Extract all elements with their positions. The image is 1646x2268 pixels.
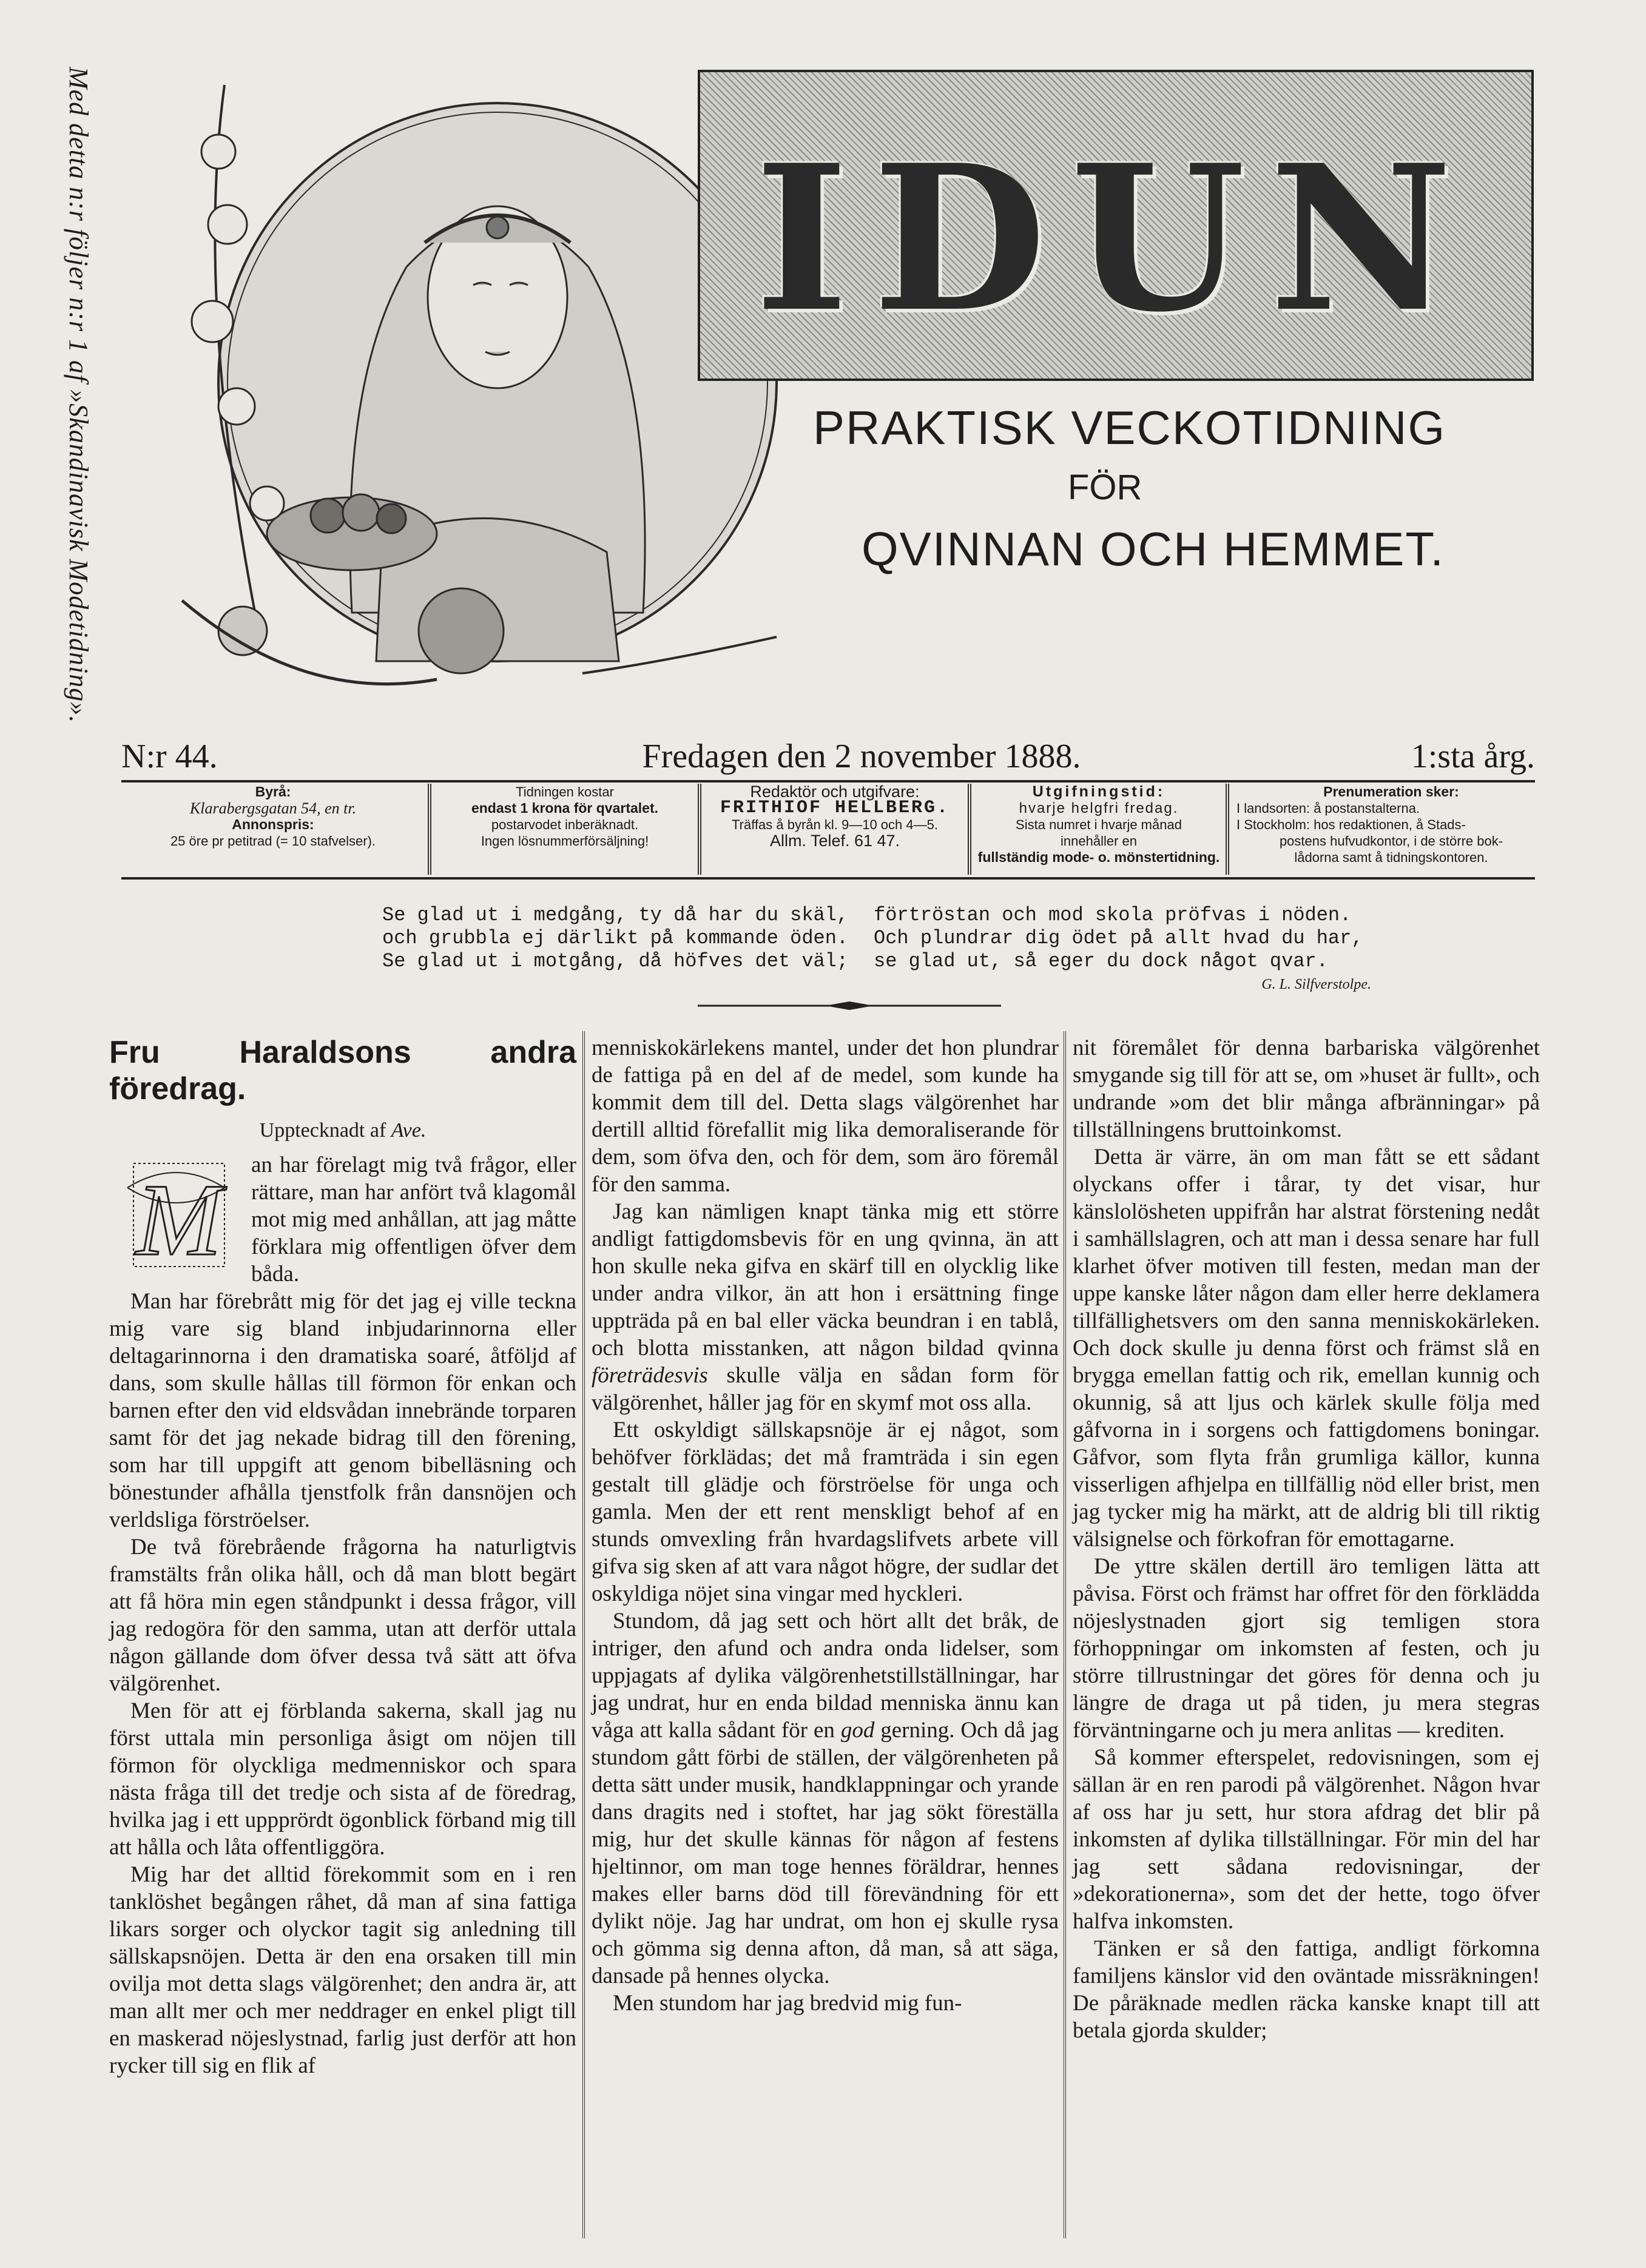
info-box-office (121, 784, 425, 875)
masthead-title: IDUN (755, 121, 1477, 356)
emphasis: företrädesvis (592, 1363, 708, 1388)
info-box-price (428, 784, 698, 875)
price-line-2: endast 1 krona för qvartalet. (471, 800, 659, 816)
tagline-line-3: QVINNAN OCH HEMMET. (862, 522, 1445, 576)
sub-line-4: postens hufvudkontor, i de större bok- (1279, 833, 1503, 849)
info-box-subscription (1226, 784, 1546, 875)
article-column-3 (1073, 1034, 1540, 2044)
pub-line-1: Utgifningstid: (1032, 783, 1165, 800)
column-divider (582, 1031, 585, 2238)
ad-price-value: 25 öre pr petitrad (= 10 stafvelser). (170, 833, 376, 849)
poem-right (874, 904, 1371, 996)
tagline-line-1: PRAKTISK VECKOTIDNING (813, 401, 1446, 454)
poem-line: och grubbla ej därlikt på kommande öden. (382, 927, 849, 949)
article-paragraph: Ett oskyldigt sällskapsnöje är ej något, som behöfver förklädas; det må framträda i sin egen gestalt till glädje och förströelse för unga och gamla. Men der ett rent menskligt behof af en stunds omvexling från hvardagslifvets arbete vill gifva sig sken af att vara något högre, der sudlar det oskyldiga nöjet sina vingar med hyckleri. (592, 1418, 1059, 1606)
office-address: Klarabergsgatan 54, en tr. (189, 799, 357, 817)
article-paragraph: De yttre skälen dertill äro temligen lätta att påvisa. Först och främst har offret för den förklädda nöjeslystnaden gjort sig temligen stora förhoppningar om inkomsten af festen, och ju större tillrustningar det göres för denna och ju längre de draga ut på tiden, ju mera stegras förväntningarne och ju mera anlitas — krediten. (1073, 1554, 1540, 1743)
masthead-illustration (121, 67, 789, 728)
pub-line-3: Sista numret i hvarje månad (1016, 817, 1182, 832)
article-paragraph: nit föremålet för denna barbariska välgörenhet smygande sig till för att se, om »huset är fullt», och undrande »om det blir många afbränningar» på tillställningens bruttoinkomst. (1073, 1035, 1540, 1142)
price-line-4: Ingen lösnummerförsäljning! (481, 833, 649, 849)
sub-line-3: I Stockholm: hos redaktionen, å Stads- (1236, 817, 1466, 832)
info-boxes (121, 784, 1535, 875)
issue-year: 1:sta årg. (1411, 738, 1535, 775)
pub-line-4: innehåller en (1061, 833, 1137, 849)
sub-line-5: lådorna samt å tidningskontoren. (1294, 850, 1488, 865)
editor-name: FRITHIOF HELLBERG. (720, 798, 950, 818)
column-divider (1064, 1031, 1066, 2238)
masthead-banner (698, 70, 1534, 381)
article-paragraph: Man har förebrått mig för det jag ej ville teckna mig vare sig bland inbjudarinnorna eller deltagarinnorna i den dramatiska soaré, åtföljd af dans, som skulle hållas till förmon för enkan och barnen efter den vid eldsvådan innebrände torparen samt för det jag nekade bidrag till den förening, som har till uppgift att genom bibelläsning och bönestunder afhålla tjenstfolk från dansnöjen och verldsliga förströelser. (109, 1289, 576, 1532)
poem-line: se glad ut, så eger du dock något qvar. (874, 950, 1328, 972)
drop-cap (109, 1151, 243, 1279)
side-notice-text: Med detta n:r följer n:r 1 af »Skandinavisk Modetidning». (64, 67, 93, 724)
text-run: Jag kan nämligen knapt tänka mig ett större andligt fattigdomsbevis för en ung qvinna, än att hon skulle neka gifva en skärf till en olycklig like under andra vilkor, än att hon i ersättning finge uppträda på en bal eller väcka beundran i en tablå, och blotta misstanken, att någon bildad qvinna (592, 1199, 1059, 1361)
article-column-2 (592, 1034, 1059, 2017)
sub-line-1: Prenumeration sker: (1323, 784, 1459, 799)
article-byline (109, 1117, 576, 1144)
article-paragraph: Mig har det alltid förekommit som en i ren tanklöshet begången råhet, då man af sina fattiga likars sorger och olyckor tagit sig anledning till sällskapsnöjen. Detta är den ena orsaken till min ovilja mot detta slags välgörenhet; den andra är, att man allt mer och mer neddrager en enkel pligt till en maskerad nöjeslystnad, farlig just derför att hon rycker till sig en flik af (109, 1862, 576, 2078)
article-paragraph (592, 1198, 1059, 1416)
poem-line: Se glad ut i medgång, ty då har du skäl, (382, 904, 849, 926)
tagline-line-2: FÖR (1068, 468, 1142, 507)
article-title: Fru Haraldsons andra föredrag. (109, 1035, 576, 1106)
ad-price-label: Annonspris: (232, 816, 314, 832)
masthead-tagline (813, 400, 1541, 607)
article-paragraph: an har förelagt mig två frågor, eller rättare, man har anfört två klagomål mot mig med anhållan, att jag måtte förklara mig offentligen öfver dem båda. (251, 1153, 576, 1287)
issue-line (121, 737, 1535, 779)
article-paragraph: menniskokärlekens mantel, under det hon plundrar de fattiga på en del af de medel, som kunde ha kommit dem till del. Detta slags välgörenhet har dertill alltid förefallit mig lika demoraliserande för dem, som öfva den, och för dem, som äro föremål för den samma. (592, 1035, 1059, 1197)
article-paragraph: Tänken er så den fattiga, andligt förkomna familjens känslor vid den oväntade missräkningen! De påräknade medlen räcka kanske knapt till att betala gjorda skulder; (1073, 1936, 1540, 2043)
article-paragraph: Så kommer efterspelet, redovisningen, som ej sällan är en ren parodi på välgörenhet. Någon hvar af oss har ju sett, hur stora afdrag det blir på inkomsten af dylika tillställningar. För min del har jag sett sådana redovisningar, der »dekorationerna», som det der hette, togo öfver halfva inkomsten. (1073, 1745, 1540, 1934)
info-box-publication (968, 784, 1226, 875)
sub-line-2: I landsorten: å postanstalterna. (1236, 801, 1420, 816)
text-run: Stundom, då jag sett och hört allt det bråk, de intriger, den afund och andra onda lidelser, som uppjagats af dylika välgörenhetstillställningar, har jag undrat, hur en enda bildad menniska ännu kan våga att kalla sådant för en (592, 1609, 1059, 1743)
issue-number: N:r 44. (121, 738, 218, 775)
office-label: Byrå: (255, 784, 291, 799)
editor-line-3: Träffas å byrån kl. 9—10 och 4—5. (732, 817, 938, 832)
article-paragraph: De två förebrående frågorna ha naturligtvis framstälts från olika håll, och då man blott begärt att få höra min egen ståndpunkt i dessa frågor, vill jag redogöra för den samma, utan att derför uttala någon gällande dom öfver dessa två sätt att öfva välgörenhet. (109, 1535, 576, 1696)
section-ornament (698, 1001, 1001, 1011)
text-run: skulle välja en sådan form för välgörenhet, håller jag för en skymf mot oss alla. (592, 1363, 1059, 1415)
byline-prefix: Upptecknadt af (259, 1119, 386, 1142)
article-column-1 (109, 1034, 576, 2079)
editor-phone: Allm. Telef. 61 47. (769, 832, 900, 850)
editor-line-1: Redaktör och utgifvare: (750, 782, 920, 801)
pub-line-5: fullständig mode- o. mönstertidning. (977, 849, 1220, 865)
info-box-editor (698, 784, 968, 875)
issue-date: Fredagen den 2 november 1888. (642, 738, 1081, 775)
poem-left (382, 904, 880, 973)
article-paragraph: Men stundom har jag bredvid mig fun- (613, 1991, 962, 2016)
article-paragraph: Detta är värre, än om man fått se ett sådant olyckans offer i tårar, ty det visar, hur känslolösheten uppifrån har alstrat förstening nedåt i samhällslagren, och att man i dessa senare har full klarhet öfver motiven till festen, medan man der uppe kanske låter någon dam eller herre deklamera tillfällighetsvers om den sanna menniskokärleken. Och dock skulle ju denna först och främst slå en brygga emellan fattig och rik, emellan kunnig och okunnig, så att ljus och kärlek skulle följa med gåfvorna in i sorgens och fattigdomens boningar. Gåfvor, som flyta från grumliga källor, kunna visserligen afhjelpa en tillfällig nöd eller brist, men jag tycker mig ha märkt, att de aldrig bli till riktig välsignelse och förkofran för emottagarne. (1073, 1145, 1540, 1552)
poem-line: Se glad ut i motgång, då höfves det väl; (382, 950, 849, 972)
header-rule-bottom (121, 877, 1535, 880)
article-paragraph: Men för att ej förblanda sakerna, skall jag nu först uttala min personliga åsigt om nöjen till förmon för olyckliga medmenniskor och spara nästa fråga till det tredje och sista af de föredrag, hvilka jag i ett uppprördt ögonblick förband mig till att hålla och låta offentliggöra. (109, 1698, 576, 1860)
poem-signature: G. L. Silfverstolpe. (1261, 977, 1371, 992)
text-run: gerning. Och då jag stundom gått förbi de ställen, der välgörenheten på detta sätt under musik, handklappningar och yrande dans dragits ned i stoftet, har jag sökt föreställa mig, hur det skulle kännas för någon af festens hjeltinnor, om man toge hennes föräldrar, hennes makes eller barns död till förevändning för ett dylikt nöje. Jag har undrat, om hon ej skulle rysa och gömma sig denna afton, då man, så att säga, dansade på hennes olycka. (592, 1718, 1059, 1988)
emphasis: god (840, 1718, 875, 1743)
side-notice (64, 67, 106, 746)
pub-line-2: hvarje helgfri fredag. (1019, 800, 1179, 816)
poem-line: Och plundrar dig ödet på allt hvad du har, (874, 927, 1363, 949)
drop-cap-letter: M (136, 1163, 222, 1277)
byline-author: Ave. (391, 1119, 427, 1142)
price-line-3: postarvodet inberäknadt. (491, 817, 639, 832)
price-line-1: Tidningen kostar (516, 784, 614, 799)
article-paragraph (592, 1607, 1059, 1990)
poem-line: förtröstan och mod skola pröfvas i nöden. (874, 904, 1352, 926)
